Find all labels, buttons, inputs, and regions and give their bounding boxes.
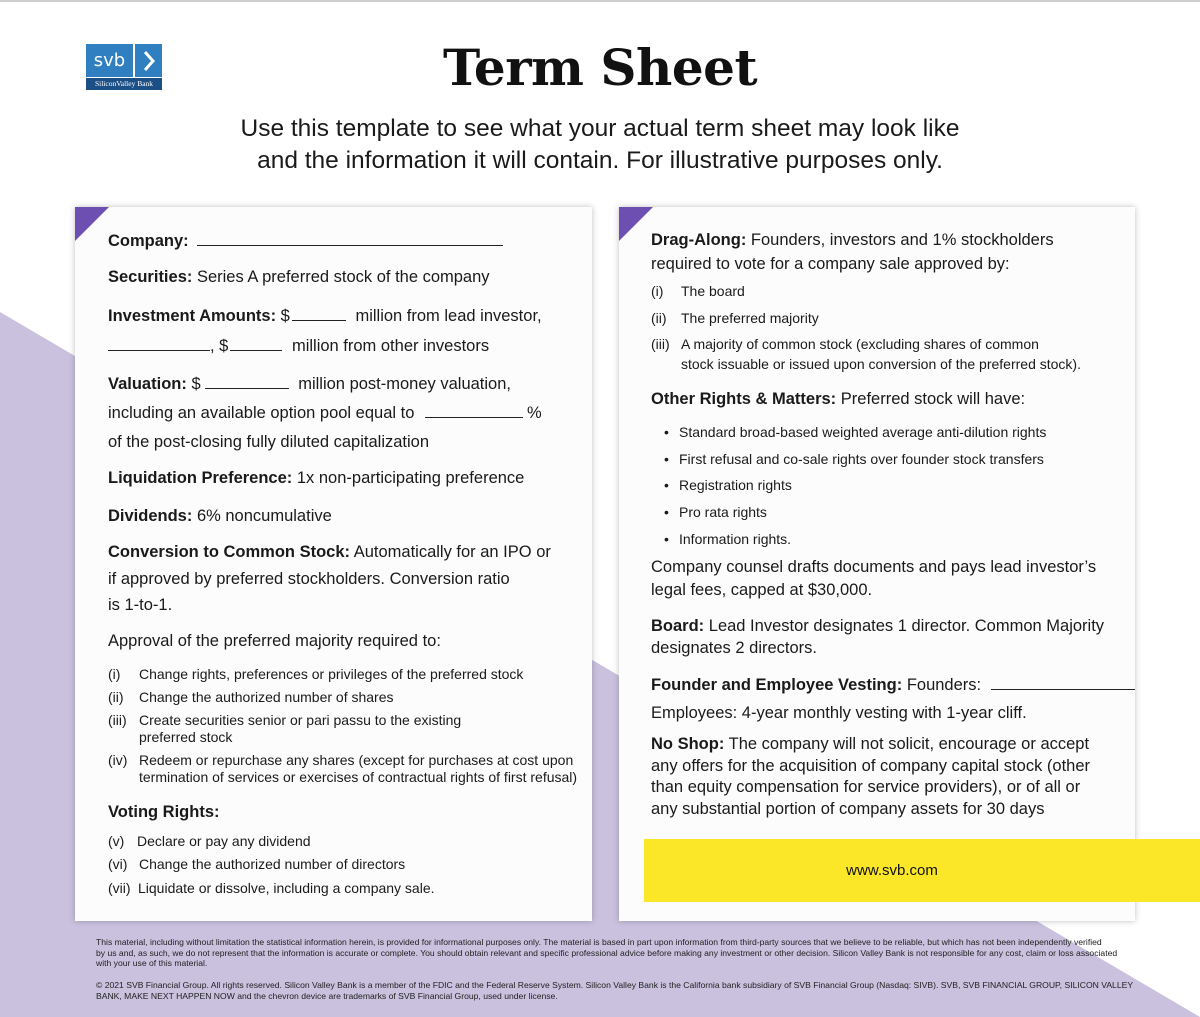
investment-dollar: $ (280, 307, 290, 325)
no-shop-text: The company will not solicit, encourage or accept (728, 735, 1090, 753)
liquidation-label: Liquidation Preference: (108, 469, 293, 487)
page-title: Term Sheet (442, 38, 758, 97)
list-item: (iv) Redeem or repurchase any shares (except for purchases at cost upon termination of services or exercises of contractual rights of first refusal) (108, 752, 578, 785)
drag-along-text: required to vote for a company sale approved by: (651, 255, 1010, 273)
list-item: • First refusal and co-sale rights over founder stock transfers (664, 451, 1044, 467)
disclaimer-line: by us and, as such, we do not represent that the information is accurate or complete. You should obtain relevant and specific professional advice before making any investment or other decision. Silicon Valley Bank is not responsible for any cost, claim or loss associated (96, 947, 1118, 958)
conversion-label: Conversion to Common Stock: (108, 543, 351, 561)
logo-wordmark: svb (86, 44, 133, 77)
right-term-card (619, 207, 1135, 921)
liquidation-text: 1x non-participating preference (296, 469, 525, 487)
counsel-text: legal fees, capped at $30,000. (651, 581, 873, 599)
conversion-text: is 1-to-1. (108, 596, 173, 614)
approval-heading: Approval of the preferred majority required to: (108, 632, 441, 650)
percent-sign: % (527, 404, 542, 422)
bullet-dot: • (664, 531, 669, 547)
subtitle-line: Use this template to see what your actual term sheet may look like (240, 115, 960, 142)
vesting-label: Founder and Employee Vesting: (651, 676, 903, 694)
valuation-block (108, 370, 542, 457)
board-text: designates 2 directors. (651, 639, 818, 657)
corner-accent (619, 207, 653, 241)
board-block (651, 615, 1104, 659)
company-label: Company: (108, 232, 189, 250)
drag-along-label: Drag-Along: (651, 231, 747, 249)
valuation-text: million post-money valuation, (298, 375, 511, 393)
drag-along-block (651, 228, 1054, 276)
list-item: (ii) The preferred majority (651, 310, 819, 326)
valuation-dollar: $ (191, 375, 201, 393)
website-link[interactable]: www.svb.com (846, 862, 938, 879)
subtitle-line: and the information it will contain. For illustrative purposes only. (257, 147, 943, 174)
founders-blank (991, 675, 1135, 690)
counsel-text: Company counsel drafts documents and pays lead investor’s (651, 558, 1097, 576)
board-label: Board: (651, 617, 705, 635)
list-item: (v) Declare or pay any dividend (108, 833, 311, 849)
left-term-card (75, 207, 592, 921)
conversion-text: if approved by preferred stockholders. Conversion ratio (108, 569, 510, 588)
dividends-row (108, 502, 332, 530)
company-blank (197, 231, 503, 246)
page-subtitle (0, 113, 1200, 177)
conversion-block (108, 539, 551, 619)
corner-accent (75, 207, 109, 241)
valuation-text: including an available option pool equal to (108, 404, 415, 422)
voting-label: Voting Rights: (108, 803, 220, 821)
investment-text: million from lead investor, (355, 307, 542, 325)
bullet-dot: • (664, 477, 669, 493)
list-item: • Registration rights (664, 477, 792, 493)
bullet-dot: • (664, 424, 669, 440)
vesting-founders: Founders: (906, 676, 982, 694)
conversion-text: Automatically for an IPO or (353, 543, 551, 561)
investment-block (108, 301, 542, 361)
logo-subtext: SiliconValley Bank (86, 78, 162, 90)
disclaimer-line: This material, including without limitation the statistical information herein, is provided for informational purposes only. The material is based in part upon information from third-party sources that we believe to be reliable, but which has not been independently verified (96, 937, 1102, 947)
valuation-blank (205, 374, 289, 389)
list-item: • Information rights. (664, 531, 792, 547)
list-item: (iii) A majority of common stock (excluding shares of common stock issuable or issued upon conversion of the preferred stock). (651, 336, 1081, 372)
list-item: (iii) Create securities senior or pari passu to the existing preferred stock (108, 712, 462, 745)
website-banner[interactable] (644, 839, 1200, 902)
no-shop-text: any offers for the acquisition of company capital stock (other (651, 756, 1091, 775)
option-pool-blank (425, 403, 523, 418)
board-text: Lead Investor designates 1 director. Common Majority (708, 617, 1105, 635)
drag-along-text: Founders, investors and 1% stockholders (750, 231, 1054, 249)
other-amount-blank (230, 336, 282, 351)
list-item: (vii) Liquidate or dissolve, including a company sale. (108, 880, 435, 896)
securities-text: Series A preferred stock of the company (196, 268, 490, 286)
investor-blank (108, 336, 210, 351)
dividends-label: Dividends: (108, 507, 193, 525)
vesting-employees: Employees: 4-year monthly vesting with 1-year cliff. (651, 704, 1027, 722)
securities-label: Securities: (108, 268, 193, 286)
valuation-label: Valuation: (108, 375, 187, 393)
no-shop-text: any substantial portion of company assets for 30 days (651, 799, 1045, 818)
list-item: (i) The board (651, 283, 745, 299)
disclaimer-line: with your use of this material. (96, 958, 208, 968)
list-item: • Pro rata rights (664, 504, 767, 520)
footer-disclaimer (96, 937, 1166, 969)
valuation-text: of the post-closing fully diluted capitalization (108, 433, 430, 451)
investment-comma-dollar: , $ (210, 337, 229, 355)
other-rights-label: Other Rights & Matters: (651, 390, 837, 408)
lead-amount-blank (292, 306, 346, 321)
copyright-line: BANK, MAKE NEXT HAPPEN NOW and the chevron device are trademarks of SVB Financial Group, used under license. (96, 990, 558, 1001)
vesting-block (651, 671, 1135, 727)
list-item: • Standard broad-based weighted average anti-dilution rights (664, 424, 1047, 440)
dividends-text: 6% noncumulative (196, 507, 332, 525)
no-shop-label: No Shop: (651, 735, 725, 753)
other-rights-row (651, 385, 1025, 413)
counsel-block (651, 556, 1096, 602)
company-row (108, 227, 503, 255)
copyright-line: © 2021 SVB Financial Group. All rights reserved. Silicon Valley Bank is a member of the FDIC and the Federal Reserve System. Silicon Valley Bank is the California bank subsidiary of SVB Financial Group (Nasdaq: SIVB). SVB, SVB FINANCIAL GROUP, SILICON VALLEY (96, 980, 1134, 990)
footer-copyright (96, 980, 1166, 1001)
list-item: (vi) Change the authorized number of directors (108, 856, 406, 872)
investment-label: Investment Amounts: (108, 307, 277, 325)
bullet-dot: • (664, 504, 669, 520)
other-rights-text: Preferred stock will have: (840, 390, 1026, 408)
bullet-dot: • (664, 451, 669, 467)
no-shop-block (651, 734, 1090, 820)
liquidation-row (108, 464, 524, 492)
securities-row (108, 263, 490, 291)
list-item: (i) Change rights, preferences or privileges of the preferred stock (108, 666, 524, 682)
list-item: (ii) Change the authorized number of shares (108, 689, 394, 705)
investment-text: million from other investors (291, 337, 490, 355)
no-shop-text: than equity compensation for service providers), or of all or (651, 778, 1081, 796)
